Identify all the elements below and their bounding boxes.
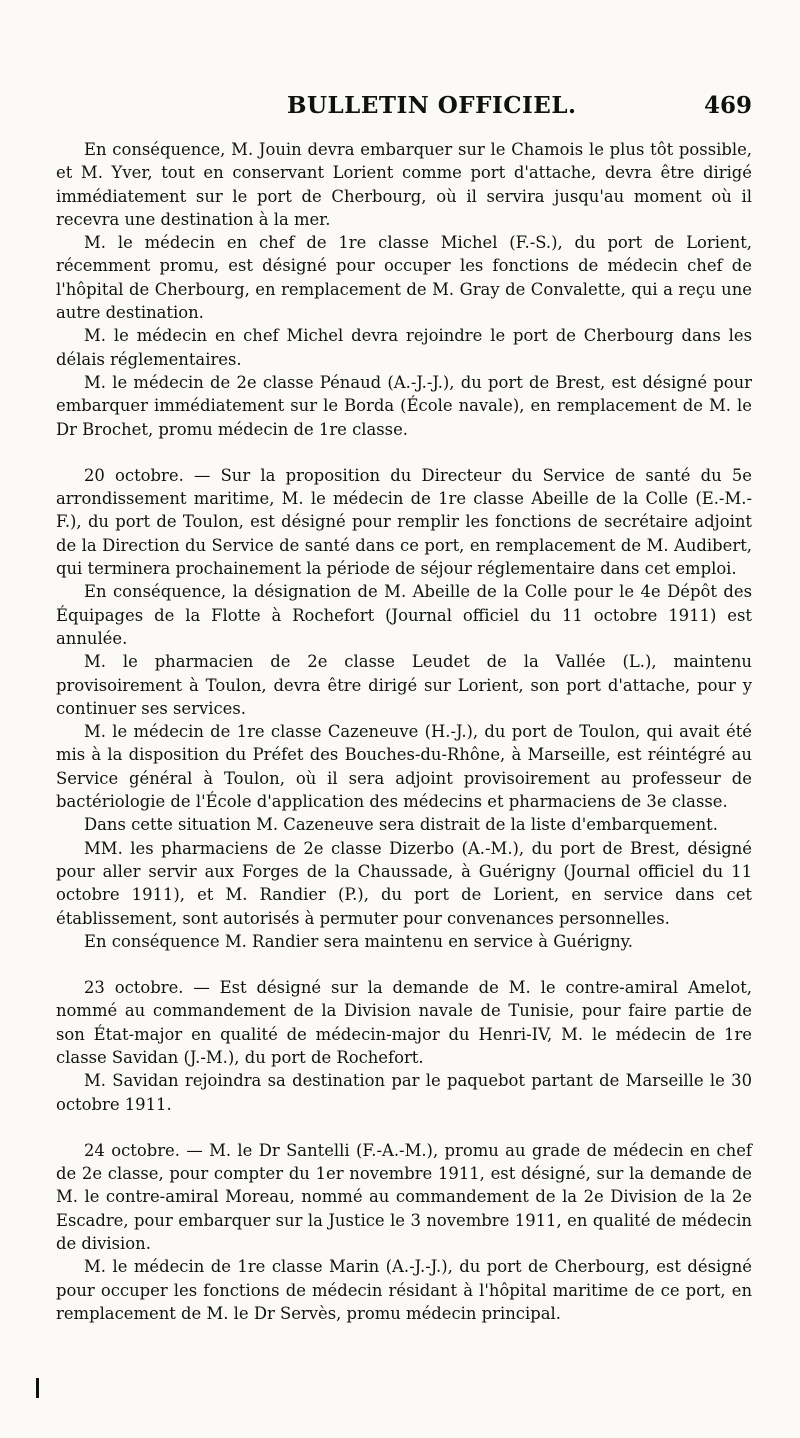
page-number: 469 (703, 92, 752, 119)
paragraph: M. Savidan rejoindra sa destination par le paquebot partant de Marseille le 30 octobre 1911. (56, 1071, 752, 1114)
paragraph: En conséquence, M. Jouin devra embarquer sur le Chamois le plus tôt possible, et M. Yver, tout en conservant Lorient comme port d'attache, devra être dirigé immédiatement sur le port de Cherbourg, où il servira jusqu'au moment où il recevra une destination à la mer. (56, 140, 752, 229)
paragraph: 24 octobre. — M. le Dr Santelli (F.-A.-M.), promu au grade de médecin en chef de 2e classe, pour compter du 1er novembre 1911, est désigné, sur la demande de M. le contre-amiral Moreau, nommé au commandement de la 2e Division de la 2e Escadre, pour embarquer sur la Justice le 3 novembre 1911, en qualité de médecin de division. (56, 1140, 752, 1254)
paragraph: Dans cette situation M. Cazeneuve sera distrait de la liste d'embarquement. (84, 815, 718, 835)
paragraph: 20 octobre. — Sur la proposition du Directeur du Service de santé du 5e arrondissement maritime, M. le médecin de 1re classe Abeille de la Colle (E.-M.-F.), du port de Toulon, est désigné pour remplir les fonctions de secrétaire adjoint de la Direction du Service de santé dans ce port, en remplacement de M. Audibert, qui terminera prochainement la période de séjour réglementaire dans cet emploi. (56, 465, 752, 579)
paragraph: En conséquence, la désignation de M. Abeille de la Colle pour le 4e Dépôt des Équipages de la Flotte à Rochefort (Journal officiel du 11 octobre 1911) est annulée. (56, 582, 752, 648)
paragraph: 23 octobre. — Est désigné sur la demande de M. le contre-amiral Amelot, nommé au commandement de la Division navale de Tunisie, pour faire partie de son État-major en qualité de médecin-major du Henri-IV, M. le médecin de 1re classe Savidan (J.-M.), du port de Rochefort. (56, 978, 752, 1067)
paragraph: M. le médecin de 1re classe Marin (A.-J.-J.), du port de Cherbourg, est désigné pour occuper les fonctions de médecin résidant à l'hôpital maritime de ce port, en remplacement de M. le Dr Servès, promu médecin principal. (56, 1257, 752, 1323)
paragraph: M. le médecin en chef de 1re classe Michel (F.-S.), du port de Lorient, récemment promu, est désigné pour occuper les fonctions de médecin chef de l'hôpital de Cherbourg, en remplacement de M. Gray de Convalette, qui a reçu une autre destination. (56, 233, 752, 323)
paragraph: MM. les pharmaciens de 2e classe Dizerbo (A.-M.), du port de Brest, désigné pour aller servir aux Forges de la Chaussade, à Guérigny (Journal officiel du 11 octobre 1911), et M. Randier (P.), du port de Lorient, en service dans cet établissement, sont autorisés à permuter pour convenances personnelles. (56, 838, 752, 928)
paragraph: M. le médecin en chef Michel devra rejoindre le port de Cherbourg dans les délais réglementaires. (56, 326, 752, 369)
running-title: BULLETIN OFFICIEL. (287, 92, 577, 119)
page-header (0, 92, 800, 122)
paragraph: M. le pharmacien de 2e classe Leudet de la Vallée (L.), maintenu provisoirement à Toulon, devra être dirigé sur Lorient, son port d'attache, pour y continuer ses services. (56, 652, 752, 718)
paragraph: M. le médecin de 1re classe Cazeneuve (H.-J.), du port de Toulon, qui avait été mis à la disposition du Préfet des Bouches-du-Rhône, à Marseille, est réintégré au Service général à Toulon, où il sera adjoint provisoirement au professeur de bactériologie de l'École d'application des médecins et pharmaciens de 3e classe. (56, 722, 752, 812)
paragraph: En conséquence M. Randier sera maintenu en service à Guérigny. (84, 931, 633, 951)
body-text (56, 138, 752, 1325)
paragraph: M. le médecin de 2e classe Pénaud (A.-J.-J.), du port de Brest, est désigné pour embarquer immédiatement sur le Borda (École navale), en remplacement de M. le Dr Brochet, promu médecin de 1re classe. (56, 372, 752, 439)
margin-mark (36, 1378, 45, 1398)
